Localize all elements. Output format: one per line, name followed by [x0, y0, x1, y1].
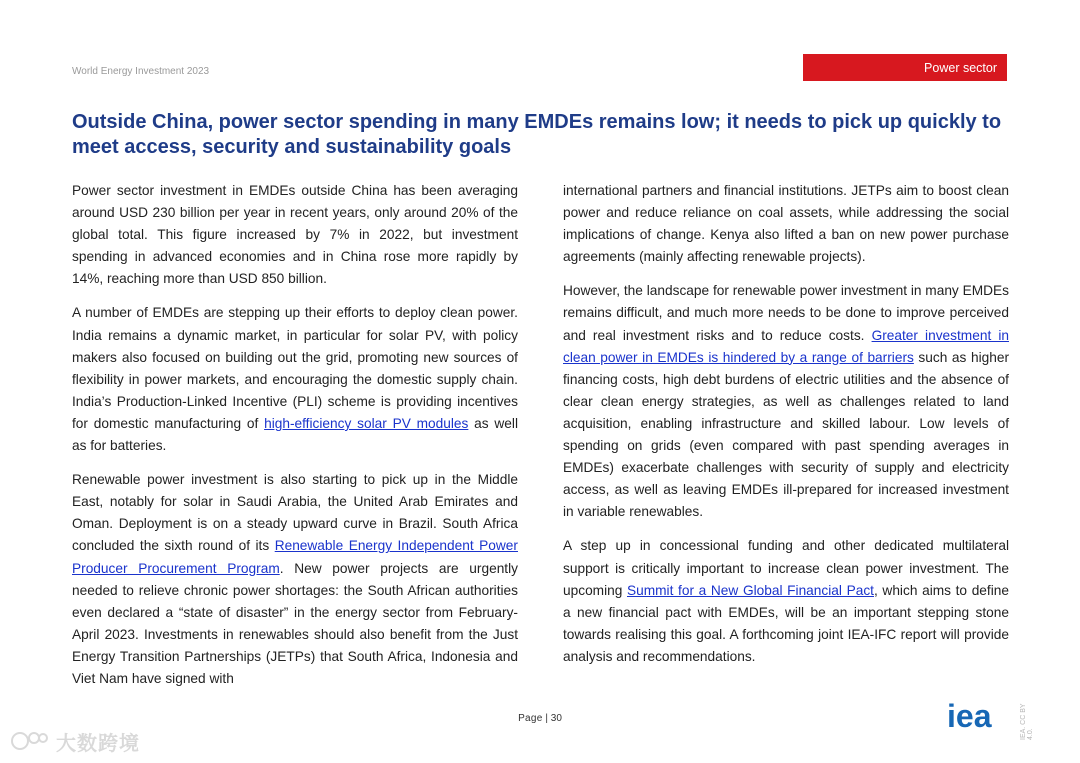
- page-number-value: 30: [550, 713, 562, 724]
- paragraph-text: as well as for batteries.: [72, 415, 518, 454]
- iea-logo: [945, 700, 1009, 732]
- page-separator: |: [545, 713, 549, 724]
- right-column: [563, 180, 1009, 680]
- paragraph: [72, 302, 518, 457]
- paragraph: international partners and financial institutions. JETPs aim to boost clean power and reduce reliance on coal assets, while addressing the social implications of change. Kenya also lifted a ban on new power purchase agreements (mainly affecting renewable projects).: [563, 183, 1009, 265]
- logo-text: iea: [947, 700, 992, 732]
- watermark: [10, 726, 140, 756]
- paragraph-text: such as higher financing costs, high debt burdens of electric utilities and the absence of clear clean energy strategies, as well as challenges related to land acquisition, enabling infrastructure and skilled labour. Low levels of spending on grids (even compared with past spending averages in EMDEs) exacerbate challenges with security of supply and electricity access, as well as leaving EMDEs ill-prepared for increased investment in variable renewables.: [563, 349, 1010, 520]
- paragraph: Power sector investment in EMDEs outside China has been averaging around USD 230 billion per year in recent years, only around 20% of the global total. This figure increased by 7% in 2022, but investment spending in advanced economies and in China rose more rapidly by 14%, reaching more than USD 850 billion.: [72, 183, 518, 287]
- paragraph-text: A number of EMDEs are stepping up their efforts to deploy clean power. India remains a dynamic market, in particular for solar PV, with policy makers also focused on building out the grid, promoting new sources of flexibility in power markets, and encouraging the domestic supply chain. India’s Production-Linked Incentive (PLI) scheme is providing incentives for domestic manufacturing of: [72, 305, 518, 431]
- page-title: Outside China, power sector spending in many EMDEs remains low; it needs to pick up quickly to meet access, security and sustainability goals: [72, 111, 1002, 158]
- page-label: Page: [518, 713, 543, 724]
- section-tag-label: Power sector: [924, 60, 997, 75]
- paragraph: [72, 469, 518, 690]
- license-text: IEA. CC BY 4.0.: [1020, 703, 1034, 740]
- paragraph-text: . New power projects are urgently needed to relieve chronic power shortages: the South African authorities even declared a “state of disaster” in the energy sector from February-April 2023. Investments in renewables should also benefit from the Just Energy Transition Partnerships (JETPs) that South Africa, Indonesia and Viet Nam have signed with: [72, 560, 518, 686]
- paragraph-text: , which aims to define a new financial pact with EMDEs, will be an important stepping stone towards realising this goal. A forthcoming joint IEA-IFC report will provide analysis and recommendations.: [563, 582, 1009, 664]
- link-summit[interactable]: Summit for a New Global Financial Pact: [627, 582, 874, 598]
- link-barriers[interactable]: Greater investment in clean power in EMDEs is hindered by a range of barriers: [563, 327, 1009, 365]
- paragraph: [563, 280, 1009, 523]
- paragraph-text: A step up in concessional funding and other dedicated multilateral support is critically important to increase clean power investment. The upcoming: [563, 538, 1009, 598]
- paragraph-text: Renewable power investment is also starting to pick up in the Middle East, notably for solar in Saudi Arabia, the United Arab Emirates and Oman. Deployment is on a steady upward curve in Brazil. South Africa concluded the sixth round of its: [72, 472, 518, 554]
- paragraph-text: However, the landscape for renewable power investment in many EMDEs remains difficult, and much more needs to be done to improve perceived and real investment risks and to reduce costs.: [563, 283, 1009, 343]
- watermark-text: 大数跨境: [56, 732, 140, 755]
- link-reippp[interactable]: Renewable Energy Independent Power Producer Procurement Program: [72, 538, 518, 576]
- left-column: [72, 180, 518, 702]
- watermark-icon: [10, 729, 50, 753]
- paragraph: [563, 535, 1009, 668]
- report-title: World Energy Investment 2023: [72, 66, 210, 77]
- link-high-efficiency-solar[interactable]: high-efficiency solar PV modules: [264, 415, 469, 431]
- page-number: [0, 713, 1080, 724]
- section-tag: [803, 54, 1007, 81]
